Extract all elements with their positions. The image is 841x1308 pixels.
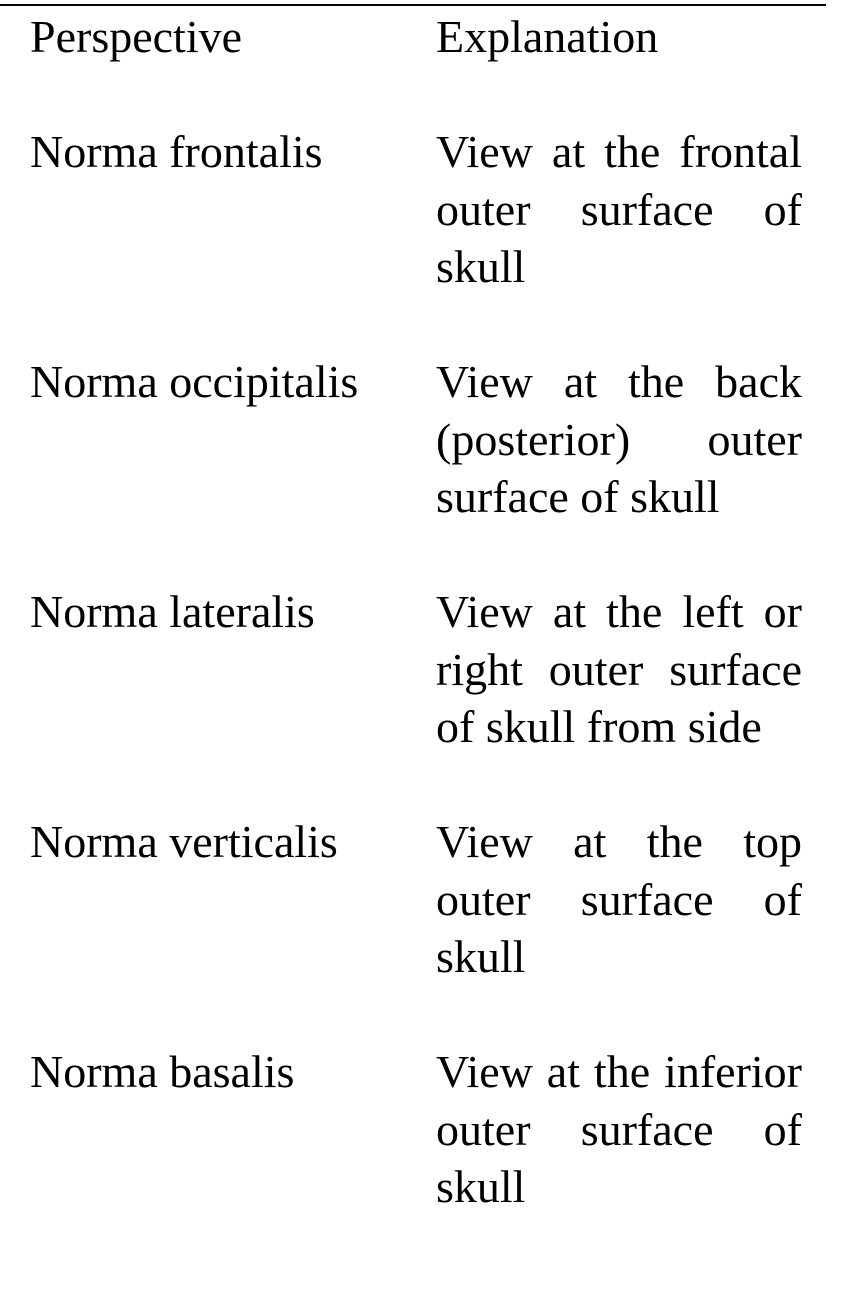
perspective-cell: Norma lateralis [30,586,315,637]
perspective-cell: Norma frontalis [30,126,323,177]
perspective-cell: Norma occipitalis [30,356,359,407]
perspective-cell: Norma verticalis [30,816,338,867]
header-explanation: Explanation [436,11,659,62]
explanation-cell: View at the left or right outer surface of skull from side [436,586,802,752]
table-top-rule [0,4,826,6]
explanation-cell: View at the frontal outer surface of skull [436,126,802,292]
explanation-cell: View at the top outer surface of skull [436,816,802,982]
perspective-cell: Norma basalis [30,1046,295,1097]
header-perspective: Perspective [30,11,243,62]
explanation-cell: View at the inferior outer surface of skull [436,1046,802,1212]
explanation-cell: View at the back (posterior) outer surface of skull [436,356,802,522]
